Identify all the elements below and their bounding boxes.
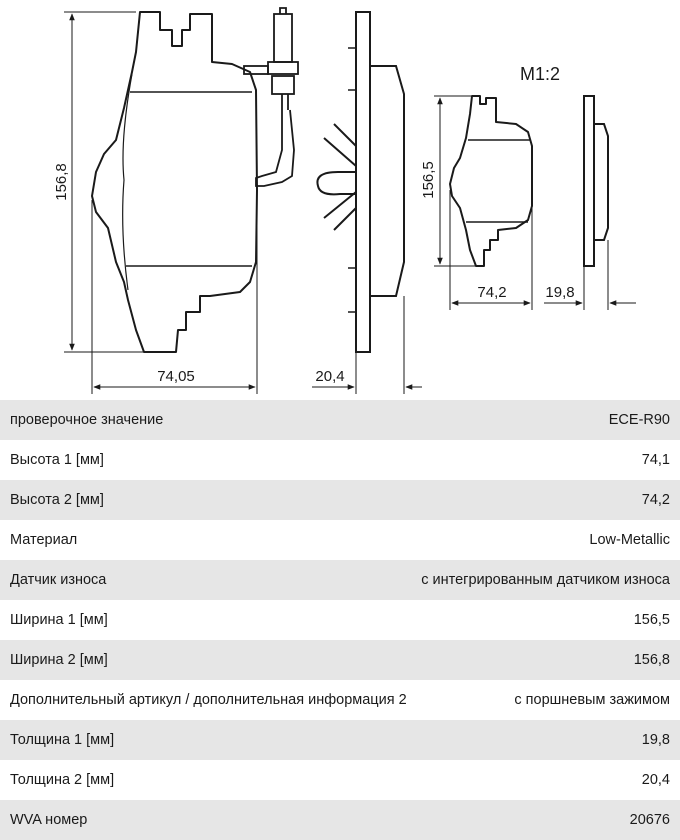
right-pad-front-view (450, 96, 532, 266)
spec-label: WVA номер (10, 812, 88, 828)
dim-width-right-label: 74,2 (477, 284, 507, 301)
spec-value: с интегрированным датчиком износа (421, 572, 670, 588)
spec-row (0, 640, 680, 680)
spec-label: Материал (10, 532, 78, 548)
spec-value: 156,5 (633, 612, 670, 628)
spec-label: Толщина 2 [мм] (10, 772, 115, 788)
spec-value: 20,4 (641, 772, 670, 788)
spec-label: Толщина 1 [мм] (10, 732, 115, 748)
spec-value: 156,8 (633, 652, 670, 668)
spec-value: ECE-R90 (608, 412, 670, 428)
spec-label: Дополнительный артикул / дополнительная информация 2 (10, 692, 407, 708)
right-pad-side-view (584, 96, 608, 266)
spec-row (0, 560, 680, 600)
spec-row (0, 480, 680, 520)
left-pad-front-view (92, 12, 257, 352)
spec-value: 74,1 (641, 452, 670, 468)
dim-height-left-label: 156,8 (53, 163, 70, 201)
dimension-width-left (92, 190, 257, 394)
spec-value: Low-Metallic (589, 532, 670, 548)
dim-thickness-right-label: 19,8 (545, 284, 575, 301)
dim-width-left-label: 74,05 (157, 368, 195, 385)
spec-row (0, 440, 680, 480)
spec-row (0, 400, 680, 440)
dim-thickness-left-label: 20,4 (315, 368, 345, 385)
spec-label: Высота 1 [мм] (10, 452, 104, 468)
dimension-height-left (64, 12, 144, 352)
spec-label: Высота 2 [мм] (10, 492, 104, 508)
spec-label: проверочное значение (10, 412, 164, 428)
spec-label: Ширина 2 [мм] (10, 652, 108, 668)
technical-drawing (0, 0, 680, 400)
scale-label: M1:2 (519, 64, 561, 84)
spec-row (0, 760, 680, 800)
spec-value: 20676 (629, 812, 670, 828)
dim-height-right-label: 156,5 (420, 161, 437, 199)
wear-sensor (244, 8, 298, 186)
spec-value: с поршневым зажимом (514, 692, 670, 708)
spec-value: 74,2 (641, 492, 670, 508)
spec-value: 19,8 (641, 732, 670, 748)
spec-label: Датчик износа (10, 572, 107, 588)
spec-row (0, 720, 680, 760)
left-pad-side-view (317, 12, 404, 352)
spec-row (0, 520, 680, 560)
spec-row (0, 800, 680, 840)
specs-table (0, 400, 680, 840)
spec-label: Ширина 1 [мм] (10, 612, 108, 628)
spec-row (0, 600, 680, 640)
spec-row (0, 680, 680, 720)
